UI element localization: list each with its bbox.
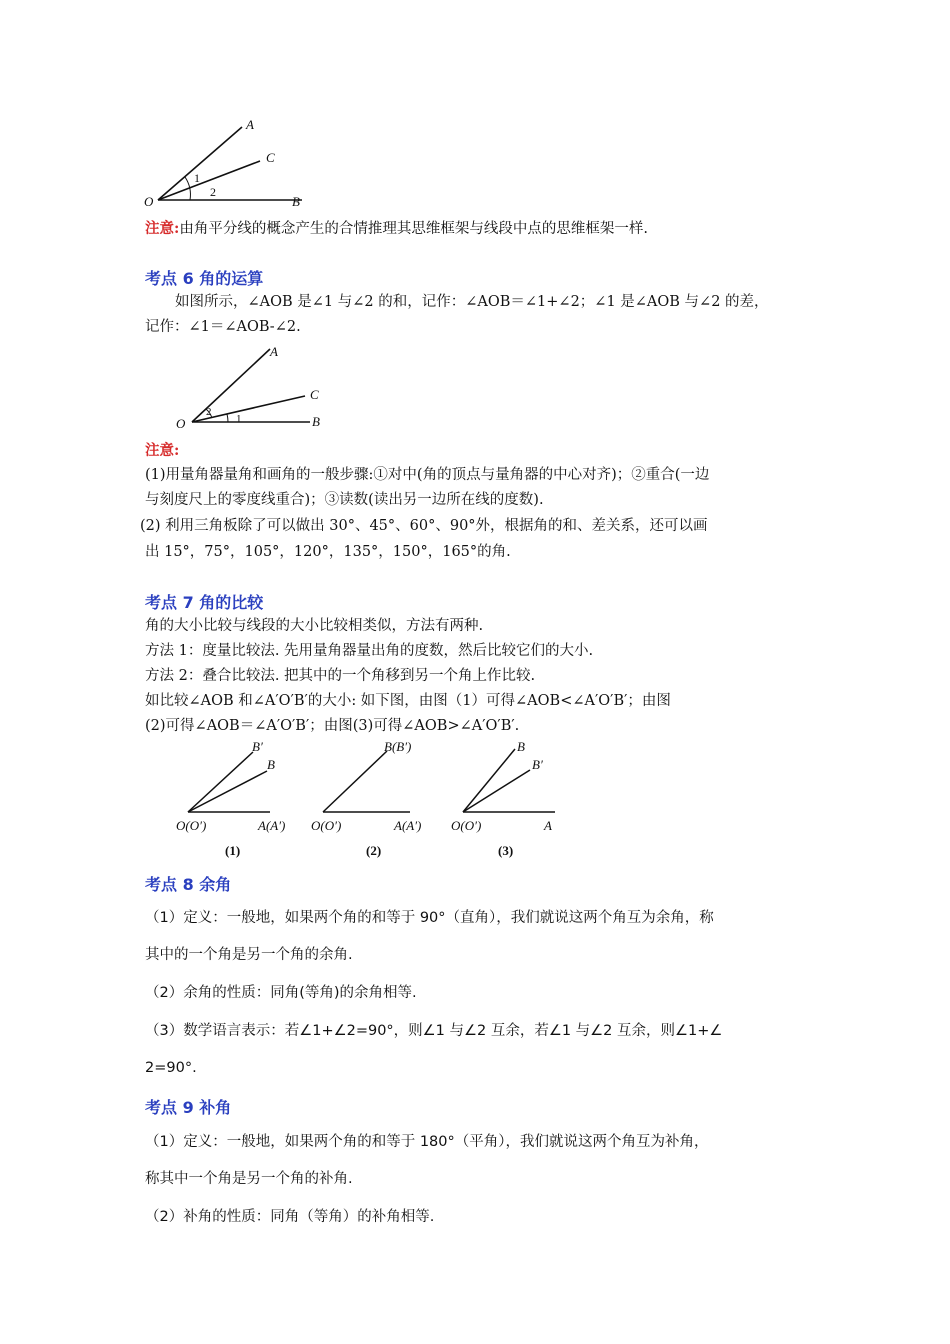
section-7-line-4: 如比较∠AOB 和∠A′O′B′的大小: 如下图，由图（1）可得∠AOB<∠A′O′B′；由图 — [145, 693, 671, 709]
panel-2 — [311, 739, 421, 858]
label-origin: O(O′) — [176, 818, 207, 833]
label-angle-1: 1 — [236, 413, 242, 425]
label-end: A(A′) — [394, 818, 422, 833]
section-8-math-line-1: （3）数学语言表示：若∠1+∠2=90°，则∠1 与∠2 互余，若∠1 与∠2 互余，则∠1+∠ — [145, 1023, 723, 1039]
note-1 — [145, 216, 648, 242]
label-b-prime: B′ — [252, 739, 263, 754]
ray-ob-prime — [463, 770, 530, 812]
label-c: C — [310, 387, 319, 402]
label-angle-2: 2 — [210, 185, 216, 199]
ray-oa — [192, 349, 270, 422]
section-8-math-line-2: 2=90°. — [145, 1060, 197, 1076]
section-9-definition-line-2: 称其中一个角是另一个角的补角. — [145, 1171, 353, 1187]
figure-angle-comparison — [170, 735, 570, 860]
label-b: B(B′) — [384, 739, 412, 754]
section-7-line-3: 方法 2：叠合比较法. 把其中的一个角移到另一个角上作比较. — [145, 668, 536, 684]
ray-ob-prime — [188, 752, 253, 812]
caption-3: (3) — [498, 843, 514, 858]
label-o: O — [144, 194, 154, 209]
label-a: A — [270, 344, 278, 359]
label-a: A — [246, 117, 254, 132]
note-2-item-2-line-1: (2) 利用三角板除了可以做出 30°、45°、60°、90°外，根据角的和、差关系，还可以画 — [140, 518, 708, 534]
label-o: O — [176, 416, 186, 431]
section-7-line-1: 角的大小比较与线段的大小比较相类似，方法有两种. — [145, 618, 484, 634]
label-b-prime: B′ — [532, 757, 543, 772]
ray-oa — [158, 127, 242, 200]
note-text: 由角平分线的概念产生的合情推理其思维框架与线段中点的思维框架一样. — [179, 221, 648, 237]
section-8-property: （2）余角的性质：同角(等角)的余角相等. — [145, 985, 417, 1001]
note-label: 注意: — [145, 220, 180, 237]
ray-oc — [158, 161, 260, 200]
section-7-line-5: (2)可得∠AOB＝∠A′O′B′；由图(3)可得∠AOB>∠A′O′B′. — [145, 718, 520, 734]
label-b: B — [292, 194, 300, 209]
caption-1: (1) — [225, 843, 241, 858]
label-angle-1: 1 — [194, 171, 200, 185]
label-origin: O(O′) — [451, 818, 482, 833]
angle-arc-1 — [227, 414, 228, 422]
note-2-item-1-line-2: 与刻度尺上的零度线重合)；③读数(读出另一边所在线的度数). — [145, 492, 544, 508]
panel-1 — [176, 739, 285, 858]
label-end: A(A′) — [258, 818, 286, 833]
section-7-line-2: 方法 1：度量比较法. 先用量角器量出角的度数，然后比较它们的大小. — [145, 643, 594, 659]
section-6-line-1: 如图所示，∠AOB 是∠1 与∠2 的和，记作：∠AOB＝∠1+∠2；∠1 是∠AOB 与∠2 的差， — [175, 294, 769, 310]
ray-ob — [463, 749, 515, 812]
panel-3 — [451, 739, 555, 858]
section-6-line-2: 记作：∠1＝∠AOB-∠2. — [145, 319, 301, 335]
section-8-definition-line-1: （1）定义：一般地，如果两个角的和等于 90°（直角），我们就说这两个角互为余角，称 — [145, 910, 714, 926]
label-b: B — [267, 757, 275, 772]
note-2-item-2-line-2: 出 15°，75°，105°，120°，135°，150°，165°的角. — [145, 544, 511, 560]
section-6-heading: 考点 6 角的运算 — [145, 269, 264, 288]
label-c: C — [266, 150, 275, 165]
section-7-heading: 考点 7 角的比较 — [145, 593, 264, 612]
figure-angle-bisector — [140, 115, 320, 210]
label-end: A — [544, 818, 552, 833]
section-9-property: （2）补角的性质：同角（等角）的补角相等. — [145, 1209, 435, 1225]
label-b: B — [517, 739, 525, 754]
label-b: B — [312, 414, 320, 429]
note-2-label: 注意: — [145, 442, 180, 459]
section-9-definition-line-1: （1）定义：一般地，如果两个角的和等于 180°（平角），我们就说这两个角互为补角， — [145, 1134, 709, 1150]
section-8-heading: 考点 8 余角 — [145, 875, 232, 894]
ray-ob — [323, 751, 387, 812]
figure-angle-sum — [170, 342, 340, 432]
label-origin: O(O′) — [311, 818, 342, 833]
section-8-definition-line-2: 其中的一个角是另一个角的余角. — [145, 947, 353, 963]
note-2-item-1-line-1: (1)用量角器量角和画角的一般步骤:①对中(角的顶点与量角器的中心对齐)；②重合(一边 — [145, 467, 710, 483]
ray-ob — [188, 771, 267, 812]
section-9-heading: 考点 9 补角 — [145, 1098, 232, 1117]
caption-2: (2) — [366, 843, 382, 858]
label-angle-2: 2 — [206, 406, 212, 418]
